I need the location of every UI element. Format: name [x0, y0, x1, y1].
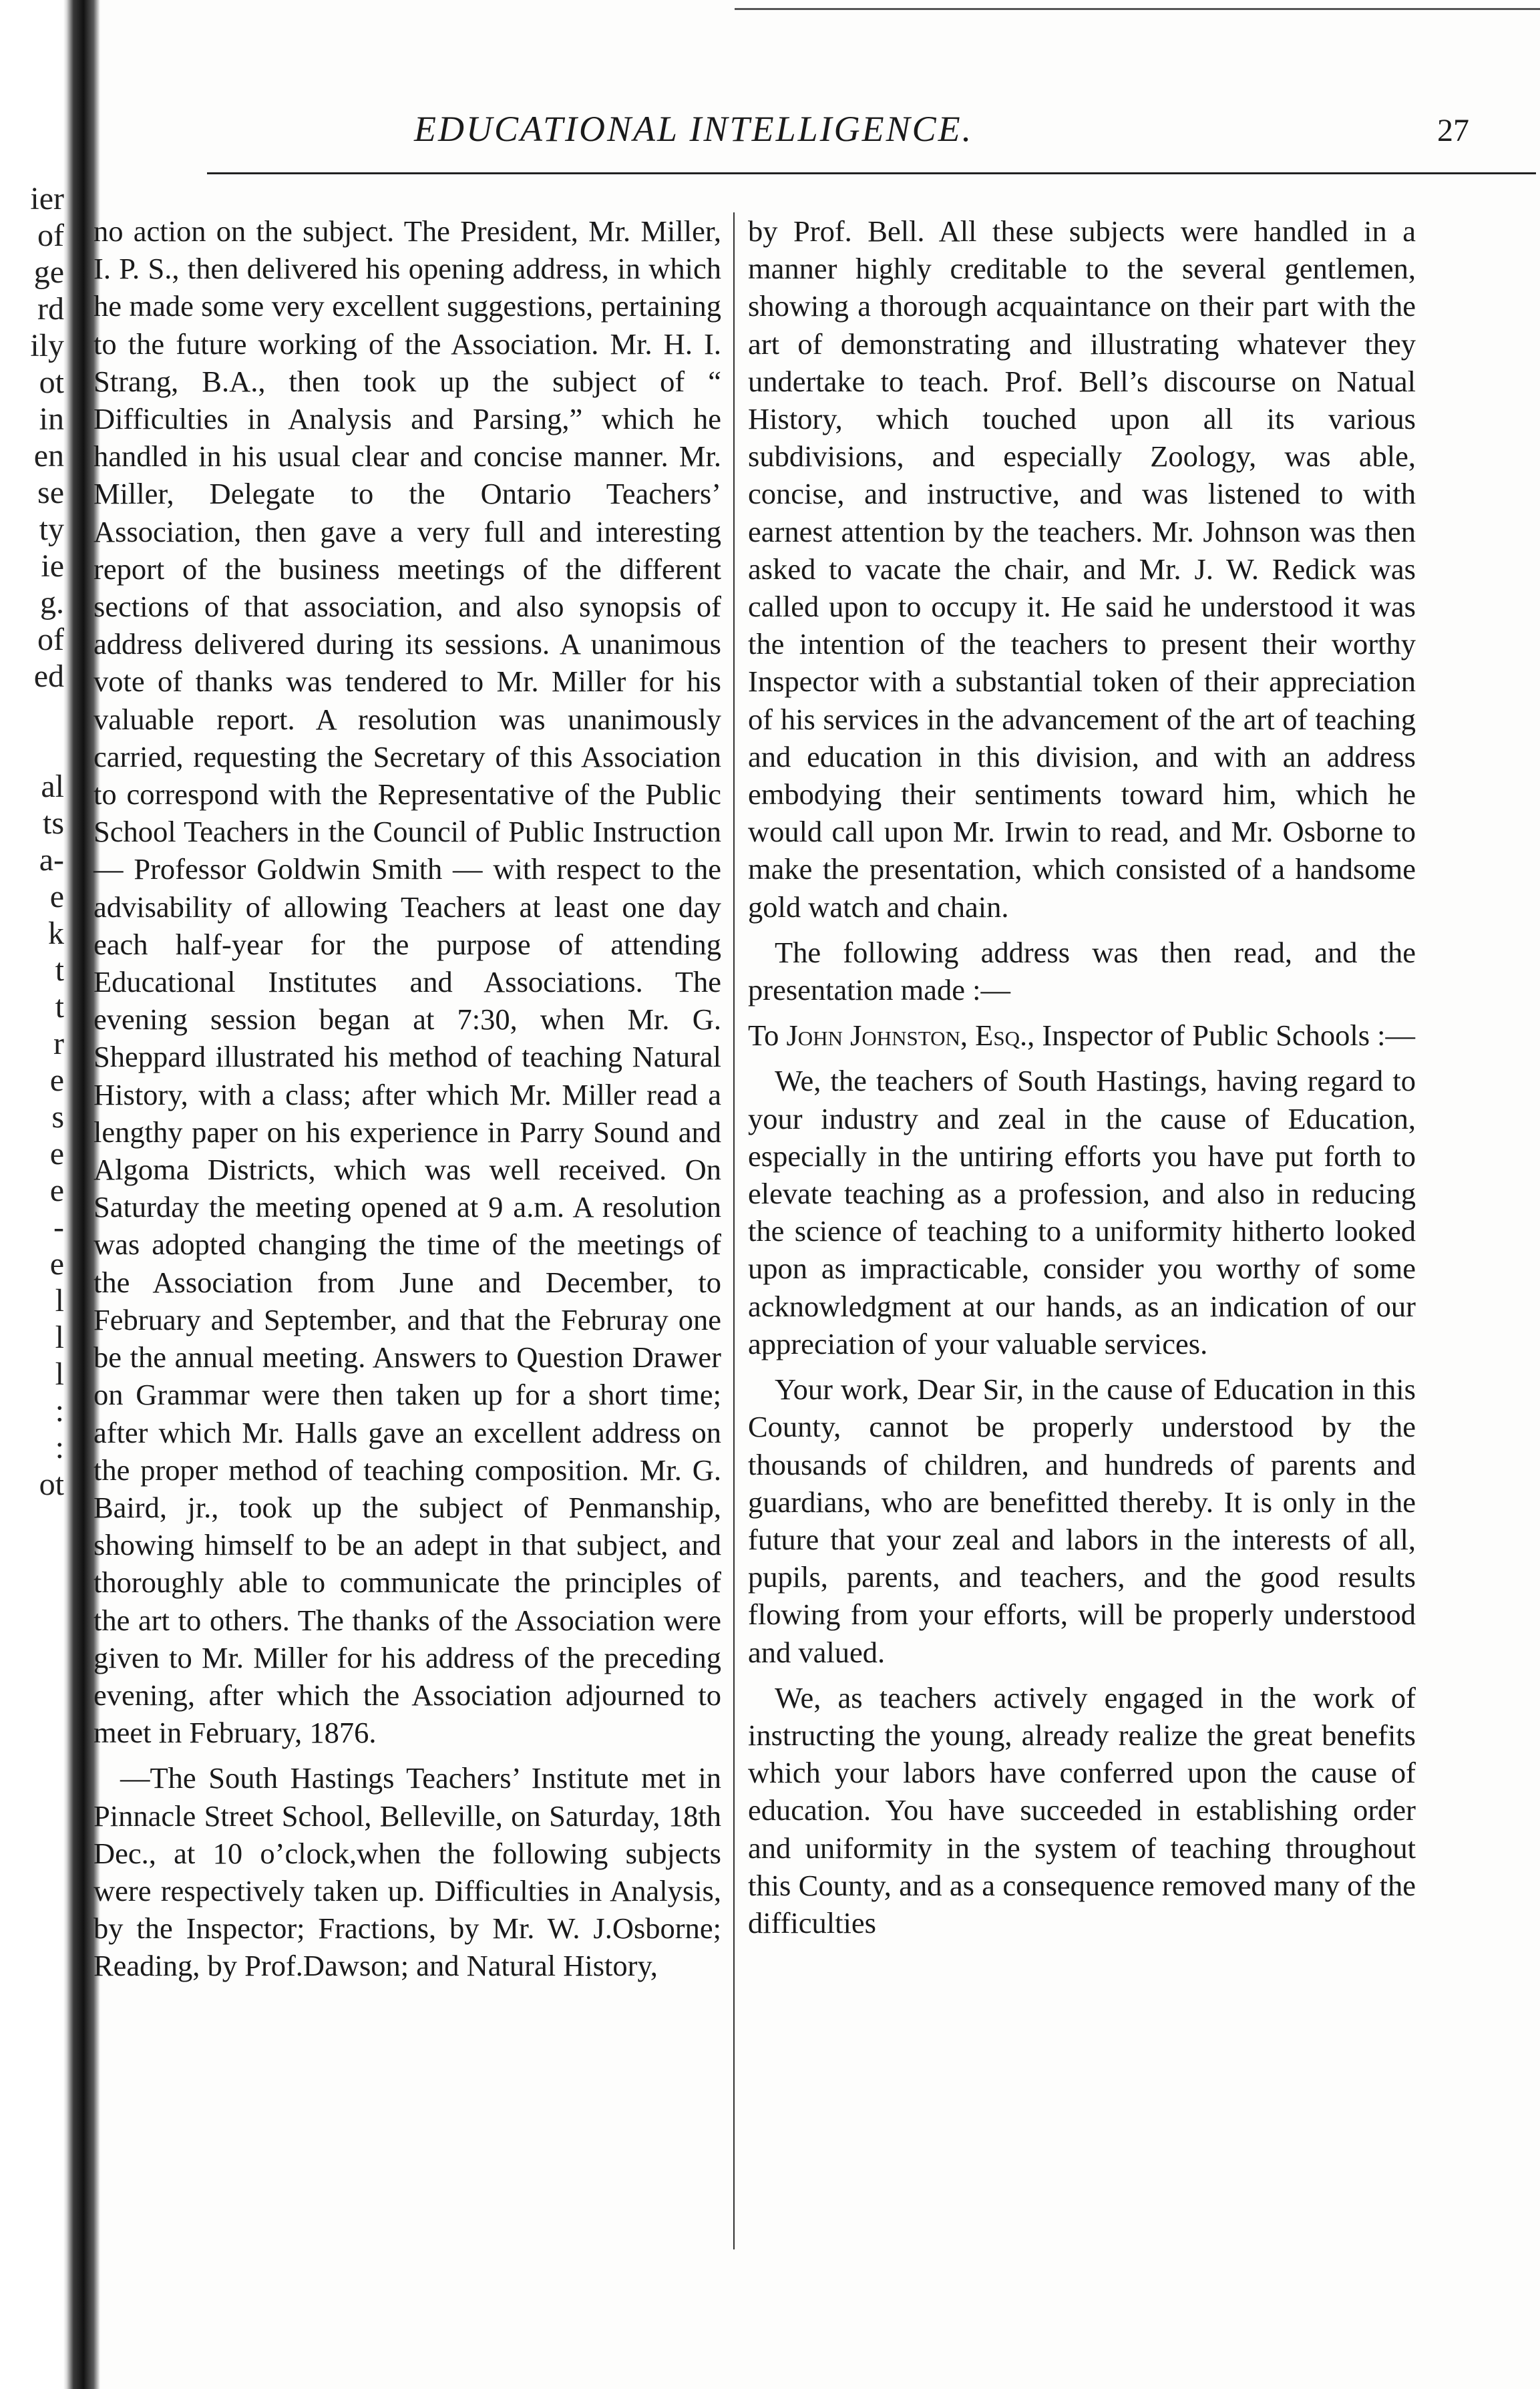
- facing-page-fragments: ier of ge rd ily ot in en se ty ie g. of ed al ts a- e k t t r e s e e - e l l l : : ot: [30, 181, 64, 1502]
- top-edge-mark: [735, 0, 1540, 10]
- paragraph: Your work, Dear Sir, in the cause of Education in this County, cannot be properly understood by the thousands of children, and hundreds of parents and guardians, who are benefitted thereby. It is only in the future that your zeal and labors in the interests of all, pupils, parents, and teachers, and the good results flowing from your efforts, will be properly understood and valued.: [748, 1372, 1416, 1669]
- paragraph: no action on the subject. The President, Mr. Miller, I. P. S., then delivered his opening address, in which he made some very excellent suggestions, pertaining to the future working of the Association. Mr. H. I. Strang, B.A., then took up the subject of “ Difficulties in Analysis and Parsing,” which he handled in his usual clear and concise manner. Mr. Miller, Delegate to the Ontario Teachers’ Association, then gave a very full and interesting report of the business meetings of the different sections of that association, and also synopsis of address delivered during its sessions. A unanimous vote of thanks was tendered to Mr. Miller for his valuable report. A resolution was unanimously carried, requesting the Secretary of this Association to correspond with the Representative of the Public School Teachers in the Council of Public Instruction— Professor Goldwin Smith — with respect to the advisability of allowing Teachers at least one day each half-year for the purpose of attending Educational Institutes and Associations. The evening session began at 7:30, when Mr. G. Sheppard illustrated his method of teaching Natural History, with a class; after which Mr. Miller read a lengthy paper on his experience in Parry Sound and Algoma Districts, which was well received. On Saturday the meeting opened at 9 a.m. A resolution was adopted changing the time of the meetings of the Association from June and December, to February and September, and that the Februray one be the annual meeting. Answers to Question Drawer on Grammar were then taken up for a short time; after which Mr. Halls gave an excellent address on the proper method of teaching composition. Mr. G. Baird, jr., took up the subject of Penmanship, showing himself to be an adept in that subject, and thoroughly able to communicate the principles of the art to others. The thanks of the Association were given to Mr. Miller for his address of the preceding evening, after which the Association adjourned to meet in February, 1876.: [93, 214, 721, 1750]
- paragraph: by Prof. Bell. All these subjects were handled in a manner highly creditable to the several gentlemen, showing a thorough acquaintance on their part with the art of demonstrating and illustrating whatever they undertake to teach. Prof. Bell’s discourse on Natual History, which touched upon all its various subdivisions, and especially Zoology, was able, concise, and instructive, and was listened to with earnest attention by the teachers. Mr. Johnson was then asked to vacate the chair, and Mr. J. W. Redick was called upon to occupy it. He said he understood it was the intention of the teachers to present their worthy Inspector with a substantial token of their appreciation of his services in the advancement of the art of teaching and education in this division, and with an address embodying their sentiments toward him, which he would call upon Mr. Irwin to read, and Mr. Osborne to make the presentation, which consisted of a handsome gold watch and chain.: [748, 214, 1416, 924]
- page-header: [100, 100, 1489, 160]
- page-number: 27: [1437, 113, 1469, 148]
- right-column: [748, 212, 1416, 1950]
- header-rule: [207, 172, 1536, 174]
- salutation-rest: Inspector of Public Schools :—: [1034, 1019, 1416, 1053]
- address-salutation: [748, 1017, 1416, 1054]
- salutation-name: John Johnston, Esq.,: [786, 1019, 1035, 1053]
- salutation-to: To: [748, 1019, 787, 1053]
- paragraph: —The South Hastings Teachers’ Institute met in Pinnacle Street School, Belleville, on Saturday, 18th Dec., at 10 o’clock,when the following subjects were respectively taken up. Difficulties in Analysis, by the Inspector; Fractions, by Mr. W. J.Osborne; Reading, by Prof.Dawson; and Natural History,: [93, 1761, 721, 1983]
- column-divider: [733, 212, 735, 2249]
- left-column: [93, 212, 721, 1993]
- paragraph: We, as teachers actively engaged in the work of instructing the young, already realize the great benefits which your labors have conferred upon the cause of education. You have succeeded in establishing order and uniformity in the system of teaching throughout this County, and as a consequence removed many of the difficulties: [748, 1680, 1416, 1940]
- running-title: EDUCATIONAL INTELLIGENCE.: [414, 109, 974, 149]
- paragraph: The following address was then read, and the presentation made :—: [748, 935, 1416, 1007]
- paragraph: We, the teachers of South Hastings, having regard to your industry and zeal in the cause of Education, especially in the untiring efforts you have put forth to elevate teaching as a profession, and also in reducing the science of teaching to a uniformity hitherto looked upon as impracticable, consider you worthy of some acknowledgment at our hands, as an indication of our appreciation of your valuable services.: [748, 1064, 1416, 1360]
